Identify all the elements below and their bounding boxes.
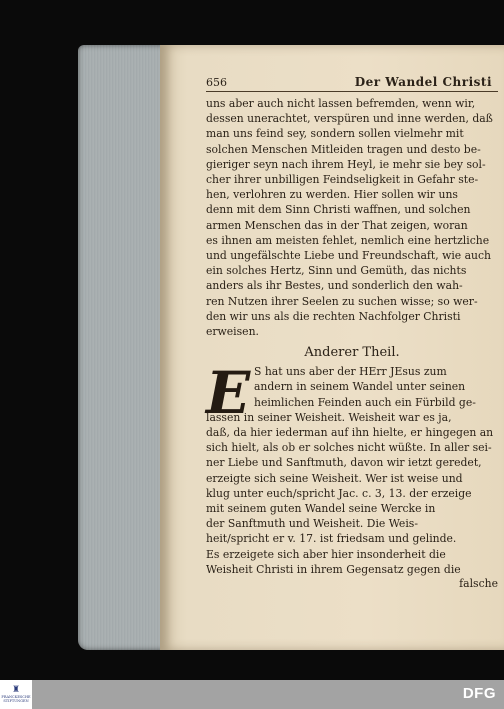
dfg-logo[interactable]: DFG <box>462 685 496 702</box>
text-line: der Sanftmuth und Weisheit. Die Weis- <box>206 517 418 531</box>
text-line: mit seinem guten Wandel seine Wercke in <box>206 502 436 516</box>
text-line: ren Nutzen ihrer Seelen zu suchen wisse; so wer- <box>206 294 478 308</box>
page-number: 656 <box>206 76 227 89</box>
text-line: anders als ihr Bestes, und sonderlich den wah- <box>206 279 463 293</box>
text-line: klug unter euch/spricht Jac. c. 3, 13. der erzeige <box>206 486 472 500</box>
running-head: Der Wandel Christi <box>354 75 492 89</box>
text-line: erweisen. <box>206 325 259 339</box>
text-line: armen Menschen das in der That zeigen, woran <box>206 218 468 232</box>
text-line: ner Liebe und Sanftmuth, davon wir ietzt geredet, <box>206 456 482 470</box>
text-line: lassen in seiner Weisheit. Weisheit war es ja, <box>206 410 452 424</box>
text-line: erzeigte sich seine Weisheit. Wer ist weise und <box>206 471 463 485</box>
text-line: heimlichen Feinden auch ein Fürbild ge- <box>254 395 476 409</box>
text-line: dessen unerachtet, verspüren und inne werden, daß <box>206 112 493 126</box>
text-line: und ungefälschte Liebe und Freundschaft, wie auch <box>206 249 491 263</box>
text-line: cher ihrer unbilligen Feindseligkeit in Gefahr ste- <box>206 173 479 187</box>
institution-logo[interactable] <box>0 680 32 709</box>
page-content <box>206 75 498 590</box>
paragraph-1 <box>206 96 498 339</box>
text-line: sich hielt, als ob er solches nicht wüßte. In aller sei- <box>206 441 492 455</box>
page-header <box>206 75 498 92</box>
catchword: falsche <box>459 577 498 591</box>
text-line: S hat uns aber der HErr JEsus zum <box>254 365 447 379</box>
text-line: den wir uns als die rechten Nachfolger Christi <box>206 309 461 323</box>
text-line: uns aber auch nicht lassen befremden, wenn wir, <box>206 97 476 110</box>
text-line: Es erzeigete sich aber hier insonderheit die <box>206 547 446 561</box>
section-heading: Anderer Theil. <box>304 345 400 361</box>
text-line: solchen Menschen Mitleiden tragen und desto be- <box>206 142 481 156</box>
text-line: heit/spricht er v. 17. ist friedsam und gelinde. <box>206 532 457 546</box>
text-line: hen, verlohren zu werden. Hier sollen wir uns <box>206 188 458 202</box>
book-page-edges <box>78 45 170 650</box>
text-line: denn mit dem Sinn Christi waffnen, und solchen <box>206 203 471 217</box>
text-line: gieriger seyn nach ihrem Heyl, ie mehr sie bey sol- <box>206 157 486 171</box>
book-page <box>160 45 504 650</box>
text-line: andern in seinem Wandel unter seinen <box>254 380 466 394</box>
text-line: ein solches Hertz, Sinn und Gemüth, das nichts <box>206 264 467 278</box>
viewer-footer-bar <box>0 680 504 709</box>
text-line: man uns feind sey, sondern sollen vielmehr mit <box>206 127 464 141</box>
logo-text: FRANCKESCHE STIFTUNGEN <box>1 695 31 703</box>
text-line: es ihnen am meisten fehlet, nemlich eine hertzliche <box>206 233 490 247</box>
text-line: daß, da hier iederman auf ihn hielte, er hingegen an <box>206 426 494 440</box>
paragraph-2 <box>206 359 498 577</box>
text-line: Weisheit Christi in ihrem Gegensatz gegen die <box>206 562 461 576</box>
drop-cap-initial: E <box>206 359 251 428</box>
crest-icon: ♜ <box>11 685 21 695</box>
